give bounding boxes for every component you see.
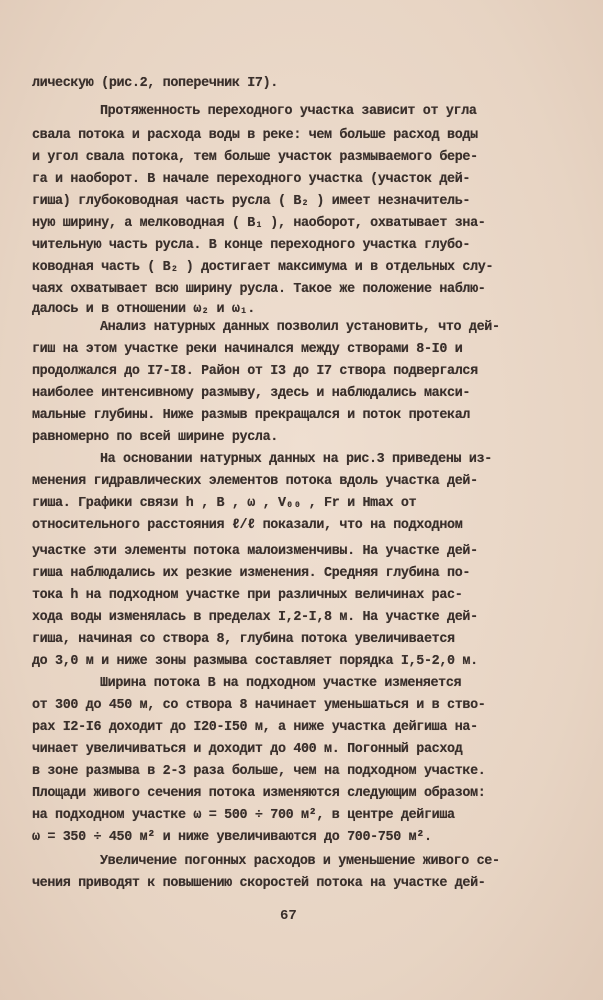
text-line: чаях охватывает всю ширину русла. Такое же положение наблю- <box>32 282 486 297</box>
text-line: чинает увеличиваться и доходит до 400 м. Погонный расход <box>32 742 463 757</box>
text-line: равномерно по всей ширине русла. <box>32 430 278 445</box>
text-line: от 300 до 450 м, со створа 8 начинает уменьшаться и в ство- <box>32 698 486 713</box>
text-line: гиша, начиная со створа 8, глубина потока увеличивается <box>32 632 455 647</box>
text-line: до 3,0 м и ниже зоны размыва составляет порядка I,5-2,0 м. <box>32 654 478 669</box>
text-line: наиболее интенсивному размыву, здесь и наблюдались макси- <box>32 386 471 401</box>
text-line: ω = 350 ÷ 450 м² и ниже увеличиваются до 700-750 м². <box>32 830 432 845</box>
text-line: ководная часть ( B₂ ) достигает максимума и в отдельных слу- <box>32 260 494 275</box>
text-line: гиша) глубоководная часть русла ( B₂ ) имеет незначитель- <box>32 194 471 209</box>
text-line: далось и в отношении ω₂ и ω₁. <box>32 302 255 317</box>
text-line: и угол свала потока, тем больше участок размываемого бере- <box>32 150 478 165</box>
text-line: относительного расстояния ℓ/ℓ показали, что на подходном <box>32 518 463 533</box>
text-line: на подходном участке ω = 500 ÷ 700 м², в центре дейгиша <box>32 808 455 823</box>
text-line: лическую (рис.2, поперечник I7). <box>32 76 278 91</box>
text-line: Протяженность переходного участка зависит от угла <box>100 104 477 119</box>
text-line: гиша. Графики связи h , B , ω , V₀₀ , Fr и Hmax от <box>32 496 417 511</box>
text-line: хода воды изменялась в пределах I,2-I,8 м. На участке дей- <box>32 610 478 625</box>
text-line: гиша наблюдались их резкие изменения. Средняя глубина по- <box>32 566 471 581</box>
page-number: 67 <box>280 908 297 924</box>
text-line: Анализ натурных данных позволил установить, что дей- <box>100 320 500 335</box>
text-line: участке эти элементы потока малоизменчивы. На участке дей- <box>32 544 478 559</box>
text-line: га и наоборот. В начале переходного участка (участок дей- <box>32 172 471 187</box>
text-line: На основании натурных данных на рис.3 приведены из- <box>100 452 492 467</box>
text-line: гиш на этом участке реки начинался между створами 8-I0 и <box>32 342 463 357</box>
text-line: рах I2-I6 доходит до I20-I50 м, а ниже участка дейгиша на- <box>32 720 478 735</box>
text-line: менения гидравлических элементов потока вдоль участка дей- <box>32 474 478 489</box>
text-line: Увеличение погонных расходов и уменьшение живого се- <box>100 854 500 869</box>
text-line: чительную часть русла. В конце переходного участка глубо- <box>32 238 471 253</box>
text-line: Площади живого сечения потока изменяются следующим образом: <box>32 786 486 801</box>
text-line: тока h на подходном участке при различных величинах рас- <box>32 588 463 603</box>
text-line: мальные глубины. Ниже размыв прекращался и поток протекал <box>32 408 471 423</box>
text-line: чения приводят к повышению скоростей потока на участке дей- <box>32 876 486 891</box>
text-line: Ширина потока B на подходном участке изменяется <box>100 676 462 691</box>
text-line: в зоне размыва в 2-3 раза больше, чем на подходном участке. <box>32 764 486 779</box>
text-line: продолжался до I7-I8. Район от I3 до I7 створа подвергался <box>32 364 478 379</box>
text-line: свала потока и расхода воды в реке: чем больше расход воды <box>32 128 478 143</box>
text-line: ную ширину, а мелководная ( B₁ ), наоборот, охватывает зна- <box>32 216 486 231</box>
